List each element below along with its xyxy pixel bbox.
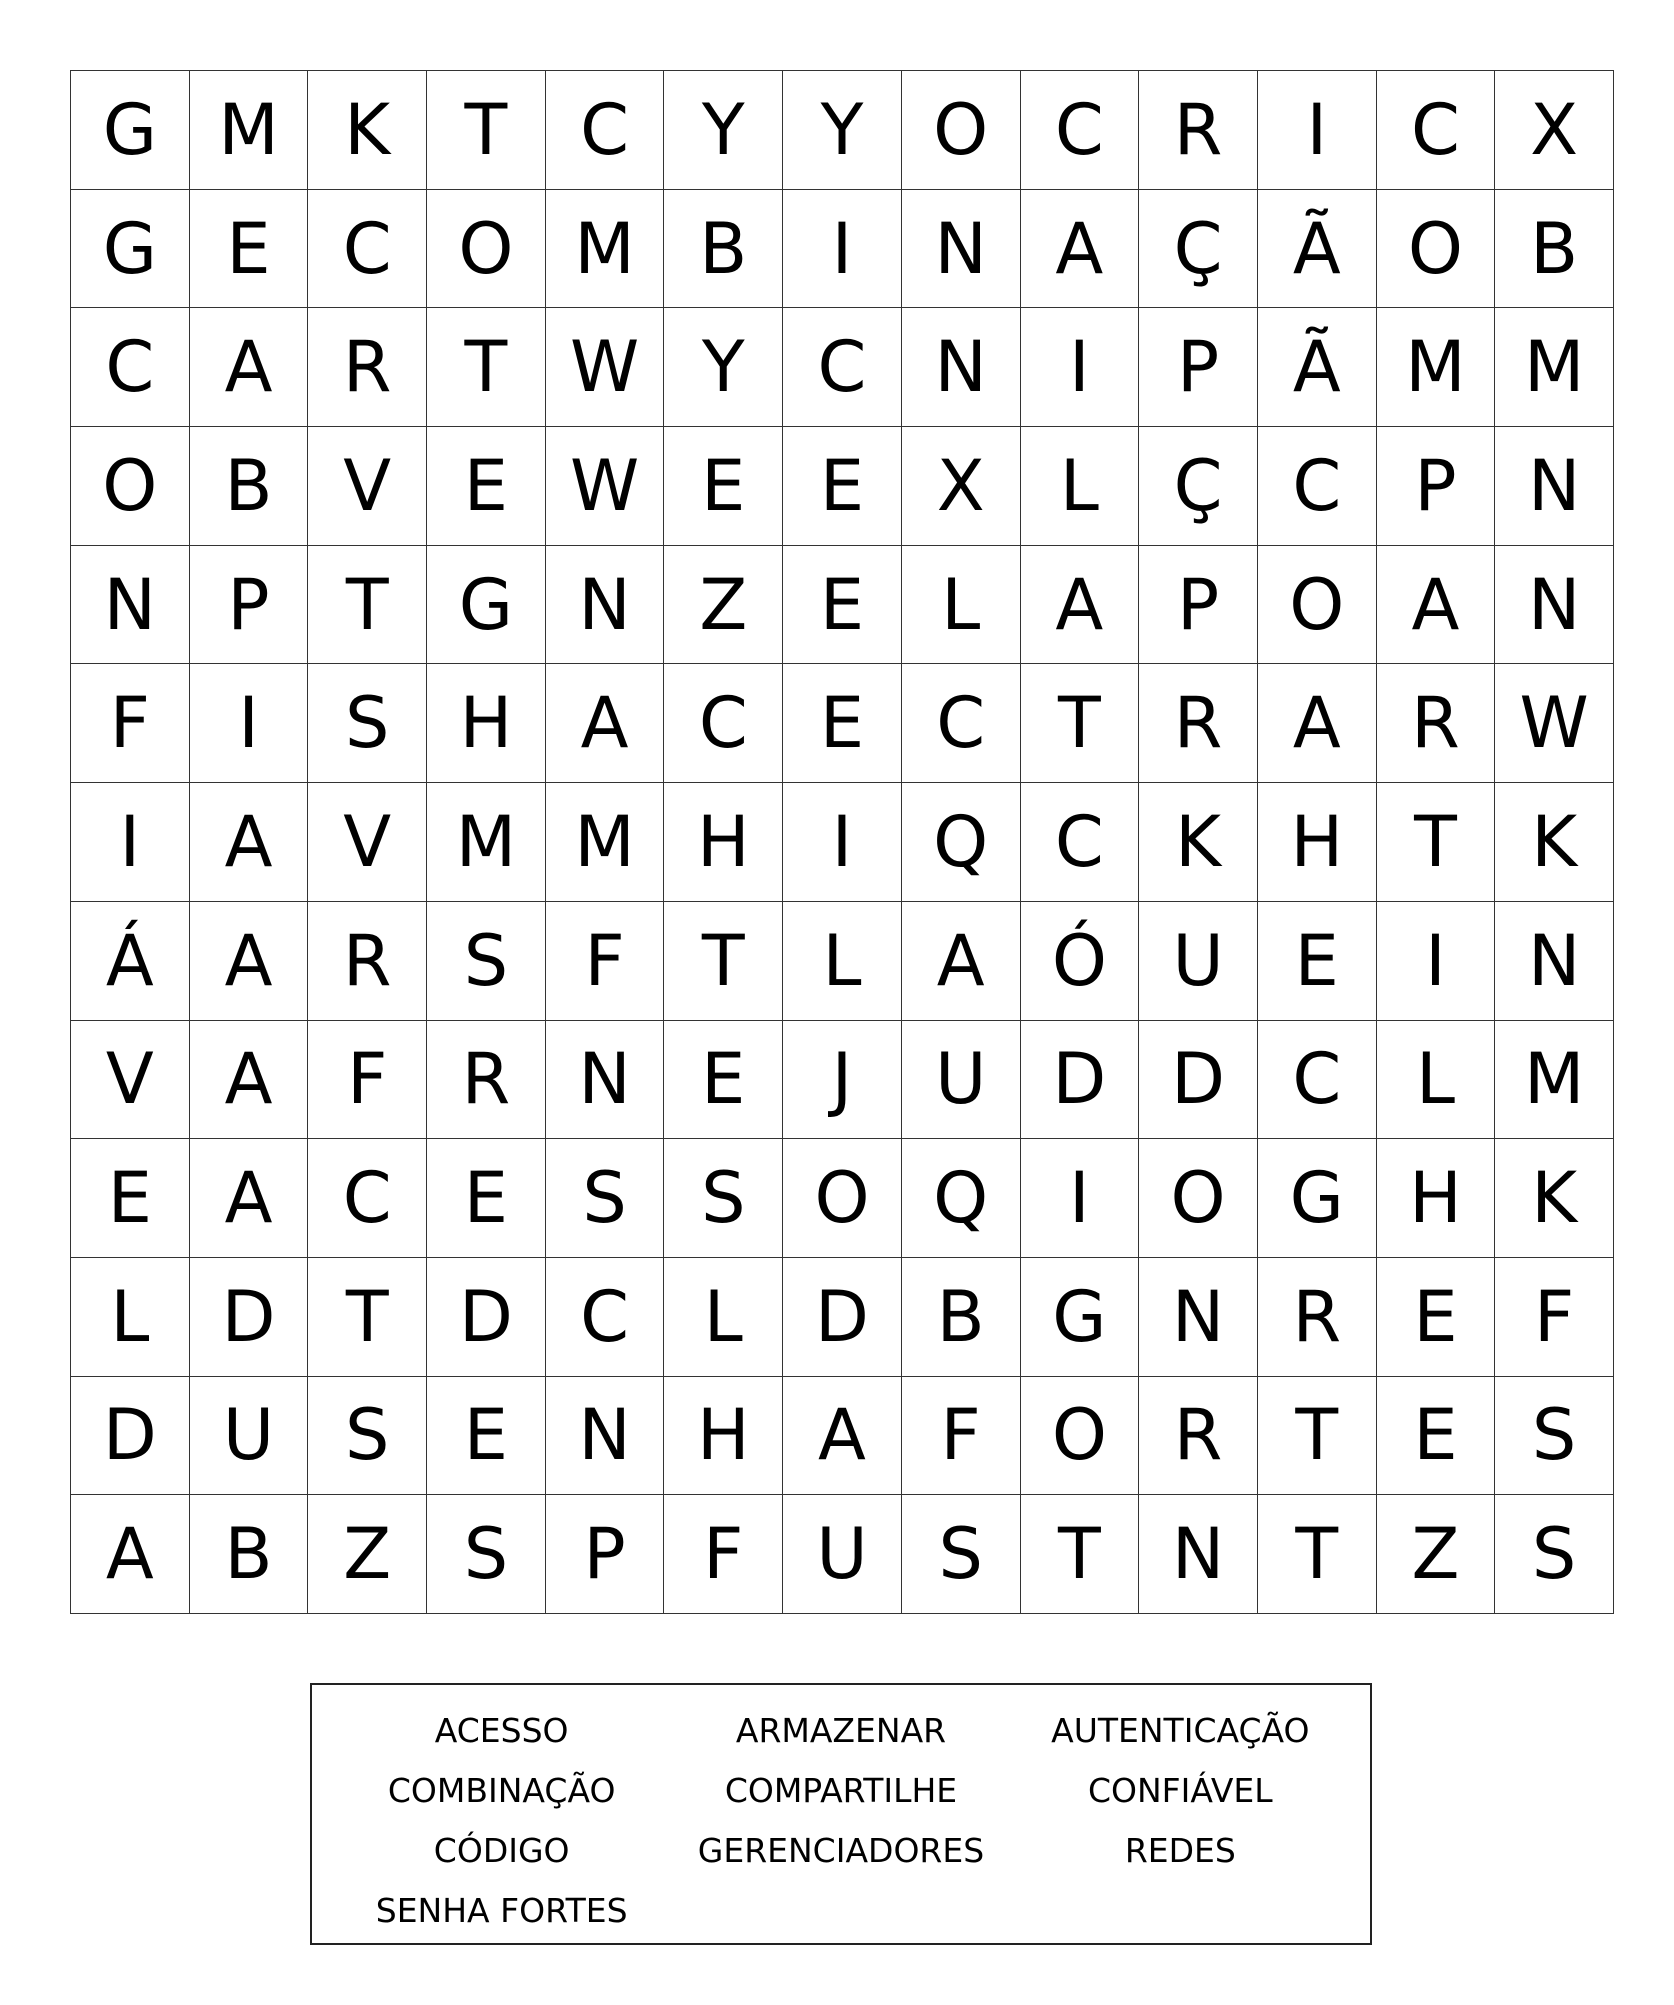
grid-cell[interactable]: Ã xyxy=(1258,308,1377,427)
grid-cell[interactable]: X xyxy=(902,427,1021,546)
grid-cell[interactable]: M xyxy=(546,783,665,902)
grid-cell[interactable]: G xyxy=(427,546,546,665)
grid-cell[interactable]: S xyxy=(1495,1377,1614,1496)
word-list-item: ACESSO xyxy=(434,1711,569,1750)
grid-cell[interactable]: C xyxy=(1377,71,1496,190)
grid-cell[interactable]: M xyxy=(427,783,546,902)
grid-cell[interactable]: P xyxy=(1139,546,1258,665)
grid-cell[interactable]: A xyxy=(1377,546,1496,665)
grid-cell[interactable]: T xyxy=(427,71,546,190)
grid-cell[interactable]: E xyxy=(190,190,309,309)
grid-cell[interactable]: C xyxy=(783,308,902,427)
grid-cell[interactable]: A xyxy=(1021,190,1140,309)
grid-cell[interactable]: L xyxy=(783,902,902,1021)
word-list-item: GERENCIADORES xyxy=(697,1831,985,1870)
grid-cell[interactable]: N xyxy=(1139,1258,1258,1377)
grid-cell[interactable]: O xyxy=(71,427,190,546)
grid-cell[interactable]: N xyxy=(1495,902,1614,1021)
grid-cell[interactable]: R xyxy=(1258,1258,1377,1377)
grid-cell[interactable]: T xyxy=(1258,1495,1377,1614)
word-list-column xyxy=(1012,1701,1348,1943)
grid-cell[interactable]: U xyxy=(190,1377,309,1496)
grid-cell[interactable]: G xyxy=(71,71,190,190)
word-list-item: CÓDIGO xyxy=(433,1831,570,1870)
grid-cell[interactable]: I xyxy=(1021,1139,1140,1258)
grid-cell[interactable]: E xyxy=(1377,1258,1496,1377)
grid-cell[interactable]: C xyxy=(308,190,427,309)
grid-cell[interactable]: O xyxy=(427,190,546,309)
grid-cell[interactable]: O xyxy=(1021,1377,1140,1496)
grid-cell[interactable]: A xyxy=(783,1377,902,1496)
grid-cell[interactable]: R xyxy=(1377,664,1496,783)
grid-cell[interactable]: S xyxy=(1495,1495,1614,1614)
grid-cell[interactable]: I xyxy=(71,783,190,902)
grid-cell[interactable]: D xyxy=(783,1258,902,1377)
word-list-item: REDES xyxy=(1124,1831,1236,1870)
grid-cell[interactable]: N xyxy=(546,1021,665,1140)
grid-cell[interactable]: N xyxy=(1139,1495,1258,1614)
grid-cell[interactable]: B xyxy=(902,1258,1021,1377)
grid-cell[interactable]: T xyxy=(1258,1377,1377,1496)
grid-cell[interactable]: E xyxy=(427,1377,546,1496)
grid-cell[interactable]: Q xyxy=(902,1139,1021,1258)
grid-cell[interactable]: M xyxy=(1495,308,1614,427)
grid-cell[interactable]: C xyxy=(308,1139,427,1258)
grid-cell[interactable]: R xyxy=(308,902,427,1021)
grid-cell[interactable]: G xyxy=(1021,1258,1140,1377)
grid-cell[interactable]: U xyxy=(902,1021,1021,1140)
grid-cell[interactable]: Z xyxy=(664,546,783,665)
grid-cell[interactable]: R xyxy=(1139,71,1258,190)
grid-cell[interactable]: C xyxy=(546,1258,665,1377)
grid-cell[interactable]: O xyxy=(783,1139,902,1258)
grid-cell[interactable]: C xyxy=(1258,427,1377,546)
grid-cell[interactable]: E xyxy=(783,546,902,665)
grid-cell[interactable]: R xyxy=(1139,1377,1258,1496)
grid-cell[interactable]: F xyxy=(546,902,665,1021)
grid-cell[interactable]: O xyxy=(1139,1139,1258,1258)
grid-cell[interactable]: H xyxy=(1258,783,1377,902)
grid-cell[interactable]: C xyxy=(664,664,783,783)
word-list-item: CONFIÁVEL xyxy=(1087,1771,1273,1810)
grid-cell[interactable]: T xyxy=(1021,664,1140,783)
grid-cell[interactable]: T xyxy=(1377,783,1496,902)
grid-cell[interactable]: X xyxy=(1495,71,1614,190)
grid-cell[interactable]: C xyxy=(1258,1021,1377,1140)
grid-cell[interactable]: S xyxy=(902,1495,1021,1614)
grid-cell[interactable]: E xyxy=(427,427,546,546)
grid-cell[interactable]: S xyxy=(546,1139,665,1258)
grid-cell[interactable]: S xyxy=(308,1377,427,1496)
grid-cell[interactable]: V xyxy=(308,427,427,546)
grid-cell[interactable]: A xyxy=(1258,664,1377,783)
grid-cell[interactable]: I xyxy=(783,783,902,902)
grid-cell[interactable]: E xyxy=(1377,1377,1496,1496)
grid-cell[interactable]: Z xyxy=(308,1495,427,1614)
grid-cell[interactable]: A xyxy=(190,308,309,427)
grid-cell[interactable]: C xyxy=(902,664,1021,783)
grid-cell[interactable]: L xyxy=(71,1258,190,1377)
grid-cell[interactable]: E xyxy=(783,664,902,783)
grid-cell[interactable]: H xyxy=(664,1377,783,1496)
grid-cell[interactable]: C xyxy=(1021,783,1140,902)
grid-cell[interactable]: Á xyxy=(71,902,190,1021)
word-list-item: AUTENTICAÇÃO xyxy=(1051,1711,1310,1750)
grid-cell[interactable]: Y xyxy=(664,308,783,427)
grid-cell[interactable]: E xyxy=(664,1021,783,1140)
grid-cell[interactable]: Y xyxy=(783,71,902,190)
grid-cell[interactable]: Ç xyxy=(1139,190,1258,309)
grid-cell[interactable]: G xyxy=(1258,1139,1377,1258)
grid-cell[interactable]: L xyxy=(664,1258,783,1377)
grid-cell[interactable]: Z xyxy=(1377,1495,1496,1614)
grid-cell[interactable]: S xyxy=(427,902,546,1021)
word-list-item: SENHA FORTES xyxy=(375,1891,628,1930)
grid-cell[interactable]: G xyxy=(71,190,190,309)
grid-cell[interactable]: E xyxy=(427,1139,546,1258)
grid-cell[interactable]: Ç xyxy=(1139,427,1258,546)
grid-cell[interactable]: P xyxy=(546,1495,665,1614)
grid-cell[interactable]: M xyxy=(1377,308,1496,427)
grid-cell[interactable]: T xyxy=(308,1258,427,1377)
grid-cell[interactable]: W xyxy=(546,308,665,427)
grid-cell[interactable]: A xyxy=(71,1495,190,1614)
grid-cell[interactable]: O xyxy=(1377,190,1496,309)
grid-cell[interactable]: D xyxy=(1021,1021,1140,1140)
grid-cell[interactable]: T xyxy=(308,546,427,665)
grid-cell[interactable]: S xyxy=(664,1139,783,1258)
grid-cell[interactable]: L xyxy=(1377,1021,1496,1140)
grid-cell[interactable]: A xyxy=(190,1139,309,1258)
grid-cell[interactable]: O xyxy=(1258,546,1377,665)
word-list-column xyxy=(673,1701,1009,1943)
grid-cell[interactable]: Ã xyxy=(1258,190,1377,309)
grid-cell[interactable]: R xyxy=(308,308,427,427)
grid-cell[interactable]: M xyxy=(546,190,665,309)
grid-cell[interactable]: A xyxy=(546,664,665,783)
grid-cell[interactable]: F xyxy=(1495,1258,1614,1377)
grid-cell[interactable]: E xyxy=(664,427,783,546)
grid-cell[interactable]: N xyxy=(902,308,1021,427)
grid-cell[interactable]: R xyxy=(427,1021,546,1140)
grid-cell[interactable]: Q xyxy=(902,783,1021,902)
grid-cell[interactable]: W xyxy=(546,427,665,546)
grid-cell[interactable]: F xyxy=(71,664,190,783)
grid-cell[interactable]: A xyxy=(190,783,309,902)
grid-cell[interactable]: V xyxy=(71,1021,190,1140)
grid-cell[interactable]: F xyxy=(902,1377,1021,1496)
grid-cell[interactable]: D xyxy=(71,1377,190,1496)
grid-cell[interactable]: O xyxy=(902,71,1021,190)
grid-cell[interactable]: H xyxy=(427,664,546,783)
grid-cell[interactable]: A xyxy=(190,902,309,1021)
grid-cell[interactable]: N xyxy=(1495,546,1614,665)
grid-cell[interactable]: L xyxy=(1021,427,1140,546)
grid-cell[interactable]: F xyxy=(308,1021,427,1140)
grid-cell[interactable]: P xyxy=(1377,427,1496,546)
grid-cell[interactable]: M xyxy=(1495,1021,1614,1140)
grid-cell[interactable]: I xyxy=(783,190,902,309)
grid-cell[interactable]: U xyxy=(783,1495,902,1614)
grid-cell[interactable]: P xyxy=(1139,308,1258,427)
grid-cell[interactable]: C xyxy=(546,71,665,190)
grid-cell[interactable]: T xyxy=(1021,1495,1140,1614)
grid-cell[interactable]: F xyxy=(664,1495,783,1614)
grid-cell[interactable]: J xyxy=(783,1021,902,1140)
grid-cell[interactable]: L xyxy=(902,546,1021,665)
grid-cell[interactable]: I xyxy=(1377,902,1496,1021)
grid-cell[interactable]: B xyxy=(190,1495,309,1614)
grid-cell[interactable]: T xyxy=(664,902,783,1021)
grid-cell[interactable]: S xyxy=(308,664,427,783)
grid-cell[interactable]: I xyxy=(1258,71,1377,190)
grid-cell[interactable]: D xyxy=(1139,1021,1258,1140)
letter-grid xyxy=(70,70,1614,1614)
word-list-column xyxy=(334,1701,670,1943)
grid-cell[interactable]: P xyxy=(190,546,309,665)
grid-cell[interactable]: H xyxy=(1377,1139,1496,1258)
grid-cell[interactable]: W xyxy=(1495,664,1614,783)
grid-cell[interactable]: K xyxy=(1495,783,1614,902)
grid-cell[interactable]: U xyxy=(1139,902,1258,1021)
word-list-item: COMBINAÇÃO xyxy=(387,1771,616,1810)
grid-cell[interactable]: B xyxy=(664,190,783,309)
grid-cell[interactable]: N xyxy=(902,190,1021,309)
grid-cell[interactable]: T xyxy=(427,308,546,427)
grid-cell[interactable]: I xyxy=(1021,308,1140,427)
grid-cell[interactable]: V xyxy=(308,783,427,902)
grid-cell[interactable]: N xyxy=(546,546,665,665)
grid-cell[interactable]: S xyxy=(427,1495,546,1614)
grid-cell[interactable]: E xyxy=(783,427,902,546)
grid-cell[interactable]: Y xyxy=(664,71,783,190)
grid-cell[interactable]: B xyxy=(190,427,309,546)
grid-cell[interactable]: N xyxy=(1495,427,1614,546)
grid-cell[interactable]: N xyxy=(71,546,190,665)
grid-cell[interactable]: K xyxy=(1495,1139,1614,1258)
grid-cell[interactable]: E xyxy=(71,1139,190,1258)
grid-cell[interactable]: R xyxy=(1139,664,1258,783)
grid-cell[interactable]: K xyxy=(308,71,427,190)
grid-cell[interactable]: A xyxy=(1021,546,1140,665)
grid-cell[interactable]: B xyxy=(1495,190,1614,309)
grid-cell[interactable]: H xyxy=(664,783,783,902)
grid-cell[interactable]: D xyxy=(427,1258,546,1377)
grid-cell[interactable]: D xyxy=(190,1258,309,1377)
grid-cell[interactable]: C xyxy=(1021,71,1140,190)
grid-cell[interactable]: E xyxy=(1258,902,1377,1021)
grid-cell[interactable]: I xyxy=(190,664,309,783)
grid-cell[interactable]: A xyxy=(902,902,1021,1021)
word-list-item: COMPARTILHE xyxy=(724,1771,958,1810)
grid-cell[interactable]: C xyxy=(71,308,190,427)
grid-cell[interactable]: Ó xyxy=(1021,902,1140,1021)
word-list-box xyxy=(310,1683,1372,1945)
grid-cell[interactable]: N xyxy=(546,1377,665,1496)
grid-cell[interactable]: K xyxy=(1139,783,1258,902)
grid-cell[interactable]: A xyxy=(190,1021,309,1140)
word-list-item: ARMAZENAR xyxy=(735,1711,947,1750)
grid-cell[interactable]: M xyxy=(190,71,309,190)
